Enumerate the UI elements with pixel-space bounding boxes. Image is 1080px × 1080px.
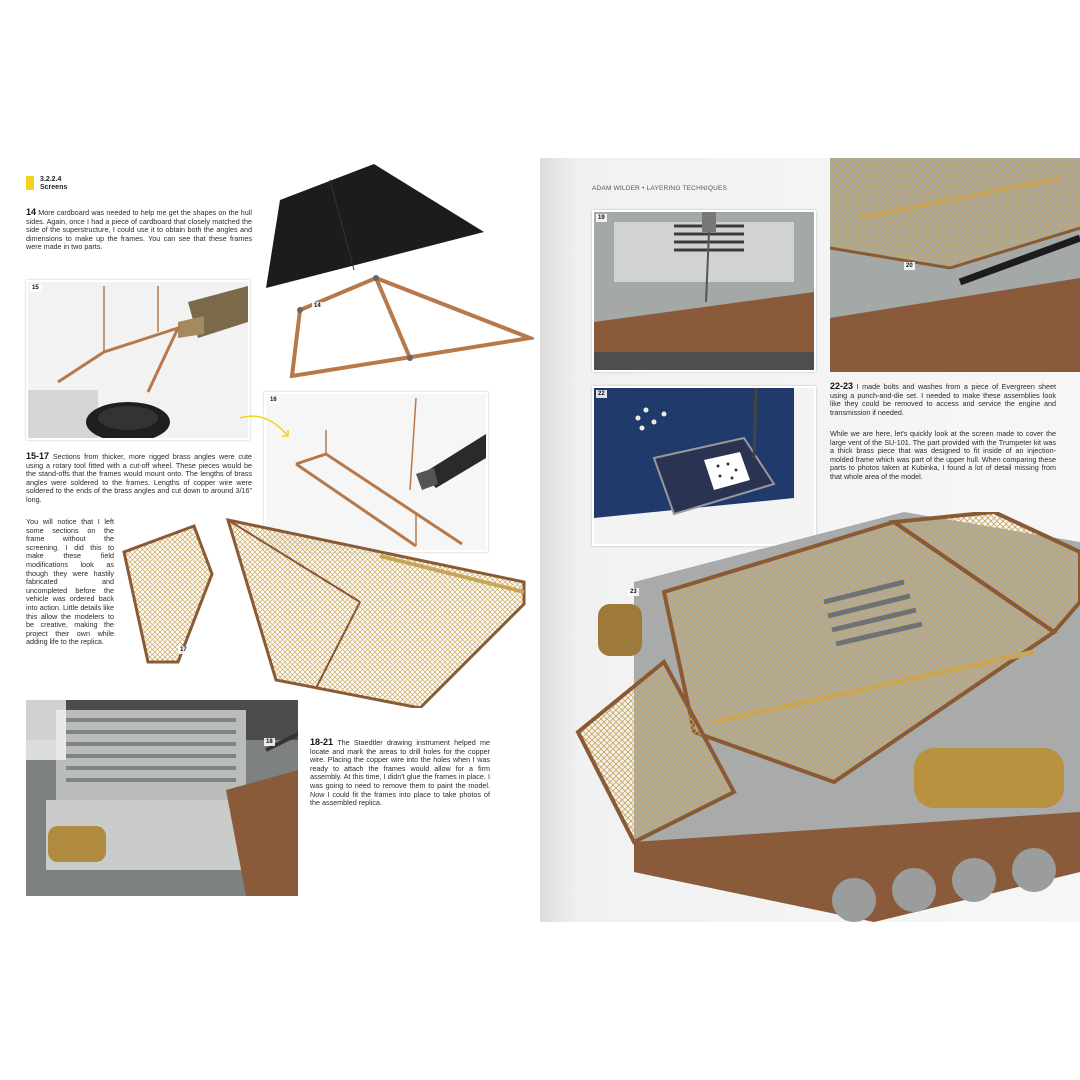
running-head bbox=[592, 185, 727, 192]
header-separator: • bbox=[642, 185, 645, 192]
figure-17-photo bbox=[120, 512, 536, 708]
figure-19-photo bbox=[592, 210, 816, 372]
hull-drill-press-illustration bbox=[594, 212, 814, 370]
soldering-illustration bbox=[28, 282, 248, 438]
section-accent-bar bbox=[26, 176, 34, 190]
figure-label-20: 20 bbox=[906, 263, 913, 269]
paragraph-22-23 bbox=[830, 382, 1056, 417]
screened-frames-illustration bbox=[120, 512, 536, 708]
paragraph-lead: 15-17 bbox=[26, 451, 50, 461]
figure-14-photo bbox=[262, 160, 534, 384]
figure-label-16: 16 bbox=[270, 397, 277, 403]
figure-label-17: 17 bbox=[180, 647, 187, 653]
paragraph-lead: 22-23 bbox=[830, 381, 854, 391]
hull-drilling-illustration bbox=[26, 700, 298, 896]
paragraph-body: While we are here, let's quickly look at the screen made to cover the large vent of the SU-101. The part provided with the Trumpeter kit was a thick brass piece that was designed to fit inside of an injection-molded frame which was part of the upper hull. When comparing these parts to photos taken at Kubinka, I found a lot of detail missing from that whole area of the model. bbox=[830, 429, 1056, 481]
paragraph-body: More cardboard was needed to help me get the shapes on the hull sides. Again, once I had a piece of cardboard that closely matched the side of the superstructure, I could use it to obtain both the angles and dimensions to make up the frames. You can see that these frames were made in two parts. bbox=[26, 208, 252, 252]
section-title: Screens bbox=[40, 184, 68, 191]
paragraph-vent-screen bbox=[830, 430, 1056, 482]
cardboard-frame-illustration bbox=[262, 160, 534, 384]
figure-label-22: 22 bbox=[598, 391, 605, 397]
figure-label-19: 19 bbox=[598, 215, 605, 221]
paragraph-body: You will notice that I left some sections on the frame without the screening. I did this to make these field modifications look as though they were hastily fabricated and uncompleted before the vehicle was ordered back into action. Little details like this allow the modelers to be creative, making the project their own while adding life to the replica. bbox=[26, 517, 114, 647]
figure-18-photo bbox=[26, 700, 298, 896]
figure-label-15: 15 bbox=[32, 285, 39, 291]
figure-23-photo bbox=[574, 512, 1080, 922]
figure-label-23: 23 bbox=[630, 589, 637, 595]
paragraph-lead: 18-21 bbox=[310, 737, 334, 747]
paragraph-body: Sections from thicker, more rigged brass angles were cute using a rotary tool fitted with a cut-off wheel. These pieces would be the stand-offs that the frames would mount onto. The lengths of brass angles were soldered to the frames. Lengths of copper wire were soldered to the ends of the brass angles and cut down to around 3/16" long. bbox=[26, 452, 252, 504]
paragraph-18-21 bbox=[310, 738, 490, 808]
assembled-replica-illustration bbox=[574, 512, 1080, 922]
figure-label-14: 14 bbox=[314, 303, 321, 309]
author-name: ADAM WILDER bbox=[592, 185, 641, 192]
figure-15-photo bbox=[26, 280, 250, 440]
section-number: 3.2.2.4 bbox=[40, 176, 62, 183]
paragraph-field-modifications bbox=[26, 518, 114, 647]
figure-20-photo bbox=[830, 158, 1080, 372]
yellow-arrow-icon bbox=[238, 408, 294, 448]
paragraph-body: The Staedtler drawing instrument helped me locate and mark the areas to drill holes for the copper wire. Placing the copper wire into the holes when I was ready to attach the frames would allow for a firm assembly. At this time, I didn't glue the frames in place. I was going to need to remove them to paint the model. Now I could fit the frames into place to take photos of the assembled replica. bbox=[310, 738, 490, 808]
figure-label-18: 18 bbox=[266, 739, 273, 745]
paragraph-body: I made bolts and washes from a piece of Evergreen sheet using a punch-and-die set. I needed to make these assemblies look like they could be removed to access and service the engine and transmission if needed. bbox=[830, 382, 1056, 417]
paragraph-15-17 bbox=[26, 452, 252, 505]
paragraph-lead: 14 bbox=[26, 207, 37, 217]
book-title: LAYERING TECHNIQUES bbox=[646, 185, 728, 192]
frame-fitting-illustration bbox=[830, 158, 1080, 372]
paragraph-14 bbox=[26, 208, 252, 252]
